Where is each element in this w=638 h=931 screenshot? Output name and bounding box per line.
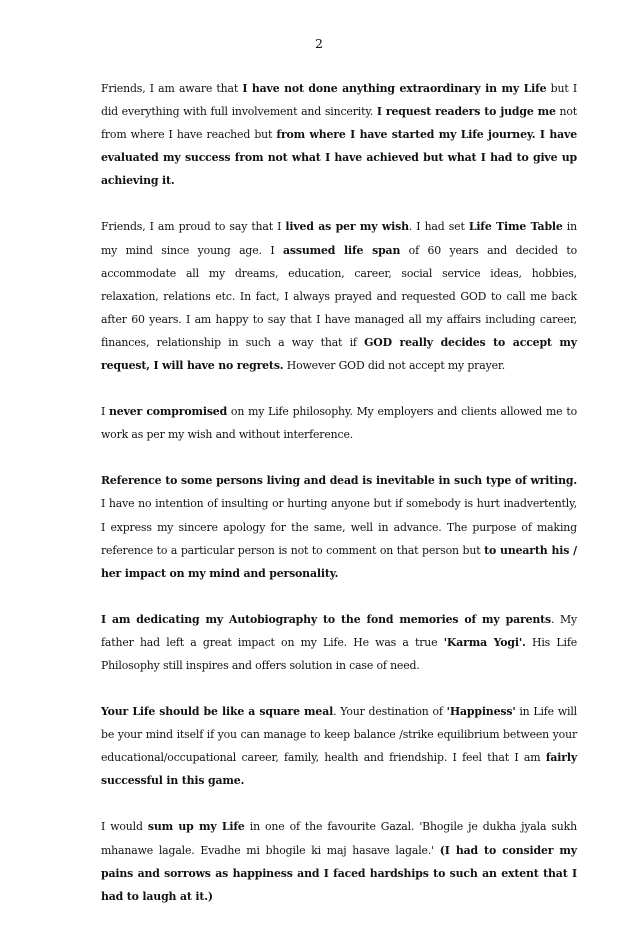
bold-text-run: GOD really decides to accept my request, I will have no regrets. bbox=[101, 335, 577, 373]
paragraph-6 bbox=[101, 700, 577, 792]
text-run: in one of the favourite Gazal. 'Bhogile je dukha jyala sukh mhanawe lagale. Evadhe mi bhogile ki maj hasave lagale.' bbox=[101, 820, 577, 857]
paragraph-2 bbox=[101, 215, 577, 377]
text-run: . My father had left a great impact on my Life. He was a true bbox=[101, 612, 577, 649]
bold-text-run: lived as per my wish bbox=[285, 220, 409, 234]
bold-text-run: 'Happiness' bbox=[446, 705, 516, 719]
paragraph-5 bbox=[101, 608, 577, 677]
text-run: I would bbox=[101, 820, 148, 834]
bold-text-run: I request readers to judge me bbox=[376, 105, 556, 119]
bold-text-run: Life Time Table bbox=[468, 220, 563, 234]
text-run: His Life Philosophy still inspires and offers solution in case of need. bbox=[101, 635, 577, 672]
page-number: 2 bbox=[315, 36, 323, 51]
text-run: I bbox=[101, 405, 110, 419]
text-run: in my mind since young age. I bbox=[101, 220, 577, 257]
bold-text-run: fairly successful in this game. bbox=[101, 751, 577, 788]
bold-text-run: to unearth his / her impact on my mind and personality. bbox=[101, 543, 577, 580]
text-run: Friends, I am proud to say that I bbox=[101, 220, 286, 234]
bold-text-run: Your Life should be like a square meal bbox=[101, 705, 334, 719]
bold-text-run: Reference to some persons living and dead is inevitable in such type of writing. bbox=[101, 474, 577, 488]
bold-text-run: I am dedicating my Autobiography to the fond memories of my parents bbox=[101, 612, 551, 626]
text-run: . Your destination of bbox=[333, 705, 447, 719]
body-text bbox=[101, 77, 577, 931]
text-run: of 60 years and decided to accommodate all my dreams, education, career, social service ideas, hobbies, relaxation, relations etc. In fact, I always prayed and requested GOD to call me back after 60 years. I am happy to say that I have managed all my affairs including career, finances, relationship in such a way that if bbox=[101, 243, 578, 349]
bold-text-run: assumed life span bbox=[282, 243, 401, 257]
text-run: in Life will be your mind itself if you can manage to keep balance /strike equilibrium between your educational/occupational career, family, health and friendship. I feel that I am bbox=[101, 705, 577, 765]
text-run: on my Life philosophy. My employers and clients allowed me to work as per my wish and without interference. bbox=[101, 405, 577, 442]
paragraph-4 bbox=[101, 469, 577, 584]
bold-text-run: sum up my Life bbox=[147, 820, 245, 834]
bold-text-run: (I had to consider my pains and sorrows as happiness and I faced hardships to such an extent that I had to laugh at it.) bbox=[101, 843, 577, 903]
text-run: not from where I have reached but bbox=[101, 105, 578, 142]
paragraph-7 bbox=[101, 815, 577, 907]
text-run: Friends, I am aware that bbox=[101, 82, 243, 95]
bold-text-run: never compromised bbox=[109, 405, 228, 419]
text-run: but I did everything with full involvement and sincerity. bbox=[101, 82, 577, 119]
bold-text-run: from where I have started my Life journey. I have evaluated my success from not what I have achieved but what I had to give up achieving it. bbox=[101, 128, 577, 188]
text-run: However GOD did not accept my prayer. bbox=[283, 359, 506, 373]
paragraph-3 bbox=[101, 400, 577, 446]
text-run: I have no intention of insulting or hurting anyone but if somebody is hurt inadvertently, I express my sincere apology for the same, well in advance. The purpose of making reference to a particular person is not to comment on that person but bbox=[101, 497, 577, 557]
bold-text-run: I have not done anything extraordinary in my Life bbox=[242, 82, 547, 95]
bold-text-run: 'Karma Yogi'. bbox=[443, 635, 526, 649]
paragraph-1 bbox=[101, 77, 577, 192]
text-run: . I had set bbox=[408, 220, 469, 234]
